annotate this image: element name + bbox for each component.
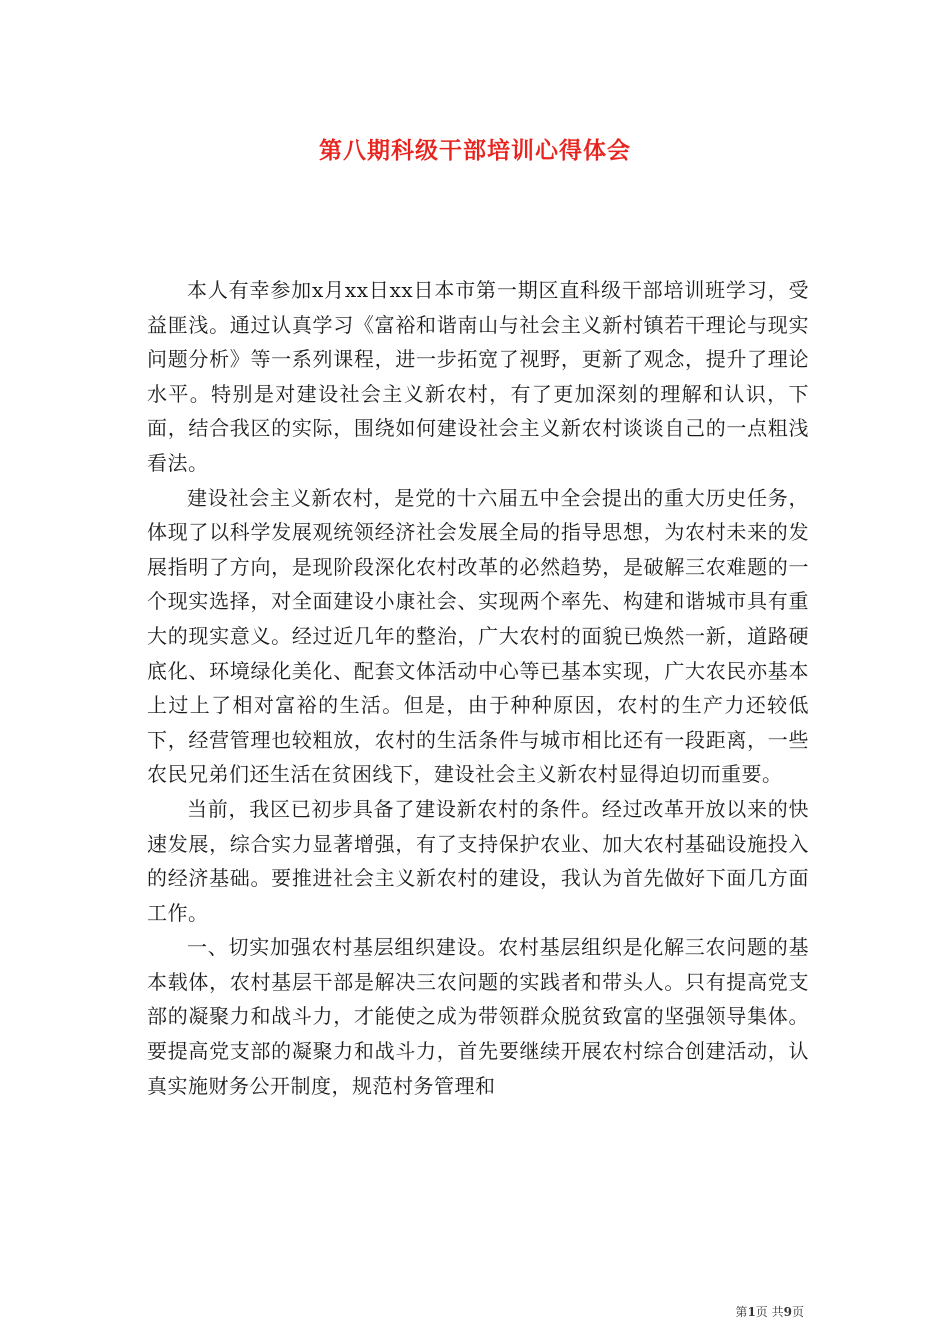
current-page-number: 1 xyxy=(747,1305,756,1319)
total-pages-number: 9 xyxy=(783,1305,792,1319)
paragraph-3: 当前，我区已初步具备了建设新农村的条件。经过改革开放以来的快速发展，综合实力显著增强，有了支持保护农业、加大农村基础设施投入的经济基础。要推进社会主义新农村的建设，我认为首先做好下面几方面工作。 xyxy=(147,796,809,925)
page-number-footer xyxy=(0,1303,804,1320)
document-title: 第八期科级干部培训心得体会 xyxy=(319,137,631,164)
document-body xyxy=(147,273,809,1103)
footer-suffix: 页 xyxy=(791,1305,804,1319)
paragraph-1: 本人有幸参加x月xx日xx日本市第一期区直科级干部培训班学习，受益匪浅。通过认真学习《富裕和谐南山与社会主义新村镇若干理论与现实问题分析》等一系列课程，进一步拓宽了视野，更新了观念，提升了理论水平。特别是对建设社会主义新农村，有了更加深刻的理解和认识，下面，结合我区的实际，围绕如何建设社会主义新农村谈谈自己的一点粗浅看法。 xyxy=(147,278,809,475)
paragraph-2: 建设社会主义新农村，是党的十六届五中全会提出的重大历史任务，体现了以科学发展观统领经济社会发展全局的指导思想，为农村未来的发展指明了方向，是现阶段深化农村改革的必然趋势，是破解三农难题的一个现实选择，对全面建设小康社会、实现两个率先、构建和谐城市具有重大的现实意义。经过近几年的整治，广大农村的面貌已焕然一新，道路硬底化、环境绿化美化、配套文体活动中心等已基本实现，广大农民亦基本上过上了相对富裕的生活。但是，由于种种原因，农村的生产力还较低下，经营管理也较粗放，农村的生活条件与城市相比还有一段距离，一些农民兄弟们还生活在贫困线下，建设社会主义新农村显得迫切而重要。 xyxy=(147,485,809,787)
footer-prefix: 第 xyxy=(735,1305,748,1319)
paragraph-4: 一、切实加强农村基层组织建设。农村基层组织是化解三农问题的基本载体，农村基层干部是解决三农问题的实践者和带头人。只有提高党支部的凝聚力和战斗力，才能使之成为带领群众脱贫致富的坚强领导集体。要提高党支部的凝聚力和战斗力，首先要继续开展农村综合创建活动，认真实施财务公开制度，规范村务管理和 xyxy=(147,935,809,1098)
footer-middle: 页 共 xyxy=(755,1305,784,1319)
